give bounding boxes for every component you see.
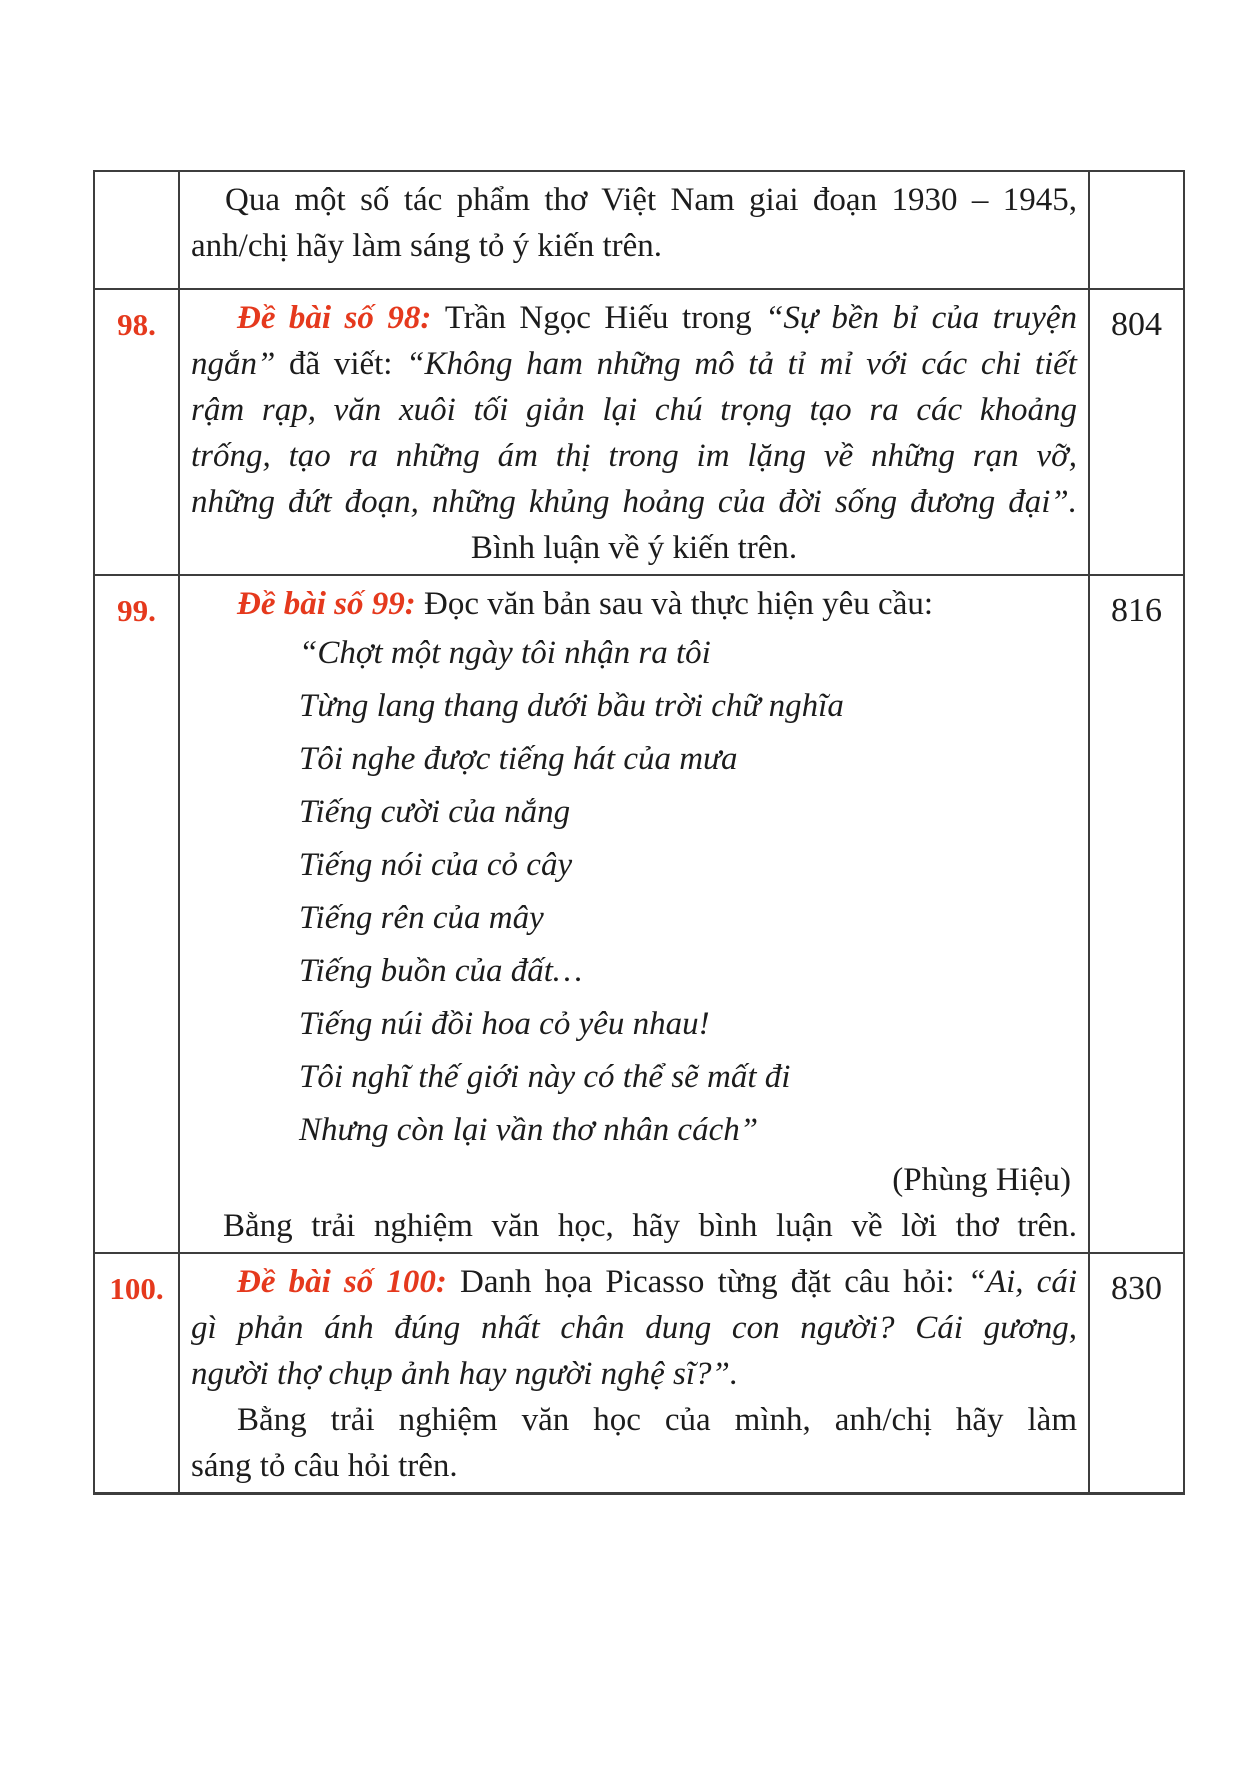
text-line	[191, 387, 1077, 433]
quoted-text: “Chợt một ngày tôi nhận ra tôi	[299, 635, 711, 671]
poem-line	[191, 1051, 1077, 1104]
poem-line	[191, 786, 1077, 839]
quoted-text: người thợ chụp ảnh hay người nghệ sĩ?”.	[191, 1356, 739, 1392]
body-text: Bằng trải nghiệm văn học, hãy bình luận về lời thơ trên.	[223, 1208, 1077, 1244]
quoted-text: Nhưng còn lại vần thơ nhân cách”	[299, 1112, 759, 1148]
prompt-content-cell	[180, 290, 1088, 574]
poem-line	[191, 945, 1077, 998]
prompt-label: Đề bài số 99:	[237, 586, 424, 622]
prompt-label: Đề bài số 98:	[237, 300, 445, 336]
table-row	[95, 290, 1183, 576]
body-text: anh/chị hãy làm sáng tỏ ý kiến trên.	[191, 228, 663, 264]
text-line	[191, 177, 1077, 223]
quoted-text: trống, tạo ra những ám thị trong im lặng về những rạn vỡ,	[191, 438, 1077, 474]
poem-line	[191, 892, 1077, 945]
poem-line	[191, 1104, 1077, 1157]
poem-line	[191, 998, 1077, 1051]
text-line	[191, 1259, 1077, 1305]
poem-line	[191, 680, 1077, 733]
row-number-cell: 99.	[95, 576, 180, 1252]
quoted-text: Tôi nghe được tiếng hát của mưa	[299, 741, 738, 777]
body-text: Qua một số tác phẩm thơ Việt Nam giai đoạn 1930 – 1945,	[225, 182, 1077, 218]
quoted-text: Tiếng nói của cỏ cây	[299, 847, 573, 883]
text-line	[191, 1305, 1077, 1351]
poem-line	[191, 839, 1077, 892]
quoted-text: Từng lang thang dưới bầu trời chữ nghĩa	[299, 688, 844, 724]
poem-line	[191, 627, 1077, 680]
body-text: Bình luận về ý kiến trên.	[470, 530, 798, 566]
prompts-table	[93, 170, 1185, 1495]
row-number-cell	[95, 172, 180, 288]
text-line	[191, 295, 1077, 341]
text-line	[191, 479, 1077, 525]
body-text: Danh họa Picasso từng đặt câu hỏi:	[460, 1264, 968, 1300]
poem-line	[191, 733, 1077, 786]
text-line	[191, 223, 1077, 269]
table-row	[95, 1254, 1183, 1492]
text-line	[191, 581, 1077, 627]
page-number-cell: 830	[1088, 1254, 1183, 1492]
quoted-text: gì phản ánh đúng nhất chân dung con người? Cái gương,	[191, 1310, 1077, 1346]
quoted-text: “Không ham những mô tả tỉ mỉ với các chi tiết	[406, 346, 1077, 382]
text-line	[191, 1157, 1077, 1203]
page-number-cell: 816	[1088, 576, 1183, 1252]
body-text: Đọc văn bản sau và thực hiện yêu cầu:	[423, 586, 934, 622]
text-line	[191, 341, 1077, 387]
quoted-text: Tiếng rên của mây	[299, 900, 544, 936]
body-text: (Phùng Hiệu)	[892, 1162, 1071, 1198]
body-text: đã viết:	[289, 346, 407, 382]
quoted-text: những đứt đoạn, những khủng hoảng của đời sống đương đại”.	[191, 484, 1077, 520]
prompt-content-cell	[180, 576, 1088, 1252]
quoted-text: Tiếng buồn của đất…	[299, 953, 583, 989]
table-row	[95, 172, 1183, 290]
text-line	[191, 1443, 1077, 1489]
body-text: sáng tỏ câu hỏi trên.	[191, 1448, 458, 1484]
text-line	[191, 433, 1077, 479]
text-line	[191, 1397, 1077, 1443]
prompt-content-cell	[180, 172, 1088, 288]
text-line	[191, 1203, 1077, 1249]
quoted-text: Tôi nghĩ thế giới này có thể sẽ mất đi	[299, 1059, 791, 1095]
row-number-cell: 100.	[95, 1254, 180, 1492]
page-number-cell	[1088, 172, 1183, 288]
quoted-text: ngắn”	[191, 346, 290, 382]
quoted-text: Tiếng núi đồi hoa cỏ yêu nhau!	[299, 1006, 710, 1042]
body-text: Bằng trải nghiệm văn học của mình, anh/chị hãy làm	[237, 1402, 1077, 1438]
prompt-label: Đề bài số 100:	[237, 1264, 461, 1300]
quoted-text: Tiếng cười của nắng	[299, 794, 571, 830]
body-text: Trần Ngọc Hiếu trong	[444, 300, 766, 336]
quoted-text: rậm rạp, văn xuôi tối giản lại chú trọng tạo ra các khoảng	[191, 392, 1077, 428]
page-number-cell: 804	[1088, 290, 1183, 574]
table-row	[95, 576, 1183, 1254]
text-line	[191, 1351, 1077, 1397]
quoted-text: “Ai, cái	[967, 1264, 1077, 1300]
row-number-cell: 98.	[95, 290, 180, 574]
prompt-content-cell	[180, 1254, 1088, 1492]
text-line	[191, 525, 1077, 571]
quoted-text: “Sự bền bỉ của truyện	[765, 300, 1078, 336]
